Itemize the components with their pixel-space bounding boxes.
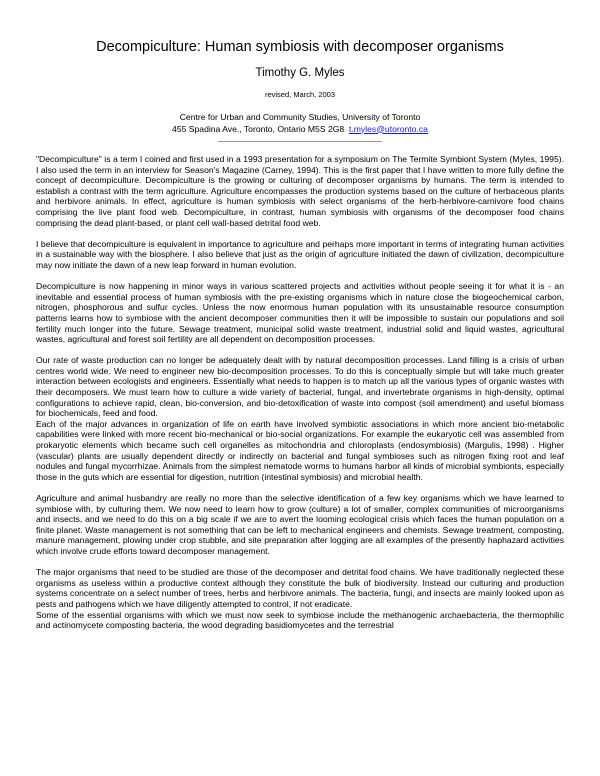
body-paragraph: Each of the major advances in organization of life on earth have involved symbiotic associations in which more ancient bio-metabolic capabilities were linked with more recent bio-mechanical or bio-social organizations. For example the eukaryotic cell was assembled from prokaryotic elements which became such cell organelles as mitochondria and chloroplasts (endosymbiosis) (Margulis, 1998) . Higher (vascular) plants are usually dependent directly or indirectly on bacterial and fungal symbioses such as nitrogen fixing root and leaf nodules and fungal mycorrhizae. Animals from the simplest nematode worms to humans harbor all kinds of microbial symbionts, especially those in the guts which are essential for digestion, nutrition (intestinal symbiosis) and microbial health.: [36, 418, 564, 482]
body-paragraph: Agriculture and animal husbandry are really no more than the selective identification of a few key organisms which we have learned to symbiose with, by culturing them. We now need to learn how to grow (culture) a lot of smaller, complex communities of microorganisms and insects, and we need to do this on a big scale if we are to avert the looming ecological crisis which faces the human population on a finite planet. Waste management is not something that can be left to mechanical engineers and chemists. Sewage treatment, composting, manure management, plowing under crop stubble, and site preparation after logging are all examples of the presently haphazard activities which involve crude efforts toward decomposer management.: [36, 493, 564, 556]
author-email-link[interactable]: t.myles@utoronto.ca: [348, 123, 428, 134]
affiliation-address: 455 Spadina Ave., Toronto, Ontario M5S 2G8: [172, 123, 345, 134]
affiliation-address-line: [0, 124, 600, 136]
affiliation-institution: Centre for Urban and Community Studies, University of Toronto: [179, 112, 421, 122]
body-paragraph: I believe that decompiculture is equivalent in importance to agriculture and perhaps more important in terms of integrating human activities in a sustainable way with the biosphere. I also believe that just as the origin of agriculture initiated the dawn of civilization, decompiculture may now initiate the dawn of a new leap forward in human evolution.: [36, 238, 564, 270]
header-divider: [218, 141, 382, 142]
affiliation: [0, 112, 600, 135]
body-paragraph: Our rate of waste production can no longer be adequately dealt with by natural decomposition processes. Land filling is a crisis of urban centres world wide. We need to engineer new bio-decomposition processes. To do this is conceptually simple but will take much greater interaction between ecologists and engineers. Essentially what needs to happen is to match up all the various types of organic wastes with their decomposers. We must learn how to culture a wide variety of bacterial, fungal, and invertebrate organisms in high-density, optimal configurations to achieve rapid, clean, bio-conversion, and bio-detoxification of waste into compost (soil amendment) and useful biomass for biochemicals, feed and food.: [36, 355, 564, 419]
author-name: Timothy G. Myles: [255, 67, 345, 79]
paper-body: [36, 154, 564, 641]
body-paragraph: Some of the essential organisms with which we must now seek to symbiose include the methanogenic archaebacteria, the thermophilic and actinomycete composting bacteria, the wood degrading basidiomycetes and the terrestrial: [36, 609, 564, 631]
paper-title: Decompiculture: Human symbiosis with decomposer organisms: [96, 39, 504, 55]
revision-date: revised, March, 2003: [264, 90, 336, 99]
body-paragraph: Decompiculture is now happening in minor ways in various scattered projects and activities without people seeing it for what it is - an inevitable and essential process of human symbiosis with the pre-existing organisms which in nature close the biogeochemical carbon, nitrogen, phosphorous and sulfur cycles. Unless the now enormous human population with its unsustainable resource consumption patterns learns how to symbiose with the ancient decomposer communities then it will be impossible to sustain our populations and soil fertility much longer into the future. Sewage treatment, municipal solid waste treatment, industrial solid and liquid wastes, agricultural wastes, agricultural and forest soil fertility are all dependent on decomposition processes.: [36, 281, 564, 345]
body-paragraph: The major organisms that need to be studied are those of the decomposer and detrital food chains. We have traditionally neglected these organisms as useless within a productive context although they constitute the bulk of biodiversity. Instead our culturing and production systems concentrate on a select number of trees, herbs and herbivore animals. The bacteria, fungi, and insects are mainly looked upon as pests and pathogens which we have diligently attempted to control, if not eradicate.: [36, 567, 564, 609]
body-paragraph: "Decompiculture" is a term I coined and first used in a 1993 presentation for a symposium on The Termite Symbiont System (Myles, 1995). I also used the term in an interview for Season's Magazine (Carney, 1994). This is the first paper that I have written to more fully define the concept of decompiculture. Decompiculture is the growing or culturing of decomposer organisms by humans. The term is intended to establish a contrast with the term agriculture. Agriculture encompasses the production systems based on the culture of herbaceous plants and herbivore animals. In effect, agriculture is human symbiosis with select organisms of the herb-herbivore-carnivore food chains comprising the live plant food web. Decompiculture, in contrast, human symbiosis with organisms of the decomposer food chains comprising the dead plant-based, or plant cell wall-based detrital food web.: [36, 154, 564, 228]
